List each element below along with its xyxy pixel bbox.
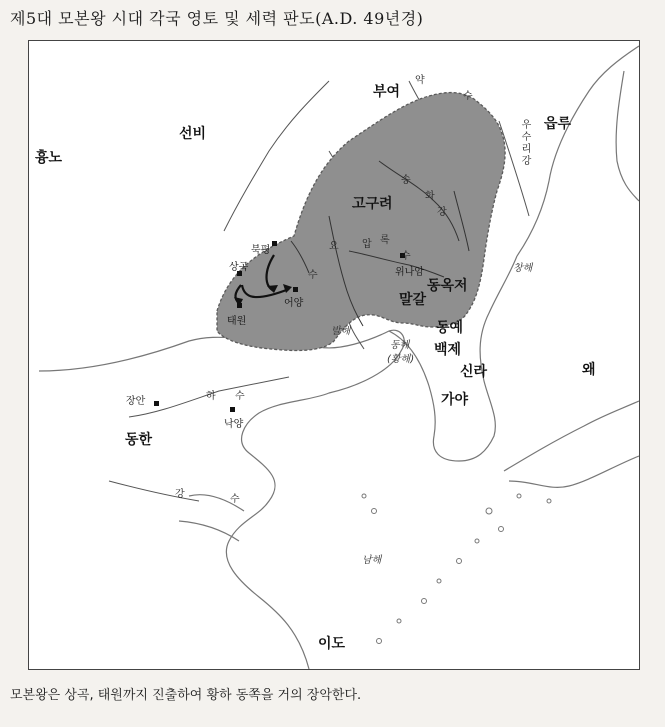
coastline-japan <box>504 401 639 471</box>
region-yizhou: 이도 <box>318 636 346 652</box>
city-taewon: 태원 <box>227 316 247 327</box>
river-yosu-2: 수 <box>308 270 318 281</box>
region-xianbei: 선비 <box>179 126 207 142</box>
city-beipyeong: 북평 <box>251 245 271 256</box>
map-caption: 모본왕은 상곡, 태원까지 진출하여 황하 동쪽을 거의 장악한다. <box>10 688 362 703</box>
river-urigang: 우수리강 <box>519 119 530 167</box>
sea-yellow-a: 동해 <box>390 340 410 351</box>
river-songhwa-2: 화 <box>425 191 435 202</box>
river-hasu-2: 수 <box>235 391 245 402</box>
river-songhwa-1: 송 <box>401 175 411 186</box>
region-baekje: 백제 <box>434 342 462 358</box>
islands <box>362 494 551 644</box>
region-goguryeo: 고구려 <box>352 196 393 212</box>
city-eoyang: 어양 <box>284 298 304 309</box>
river-yosu-1: 요 <box>329 241 339 252</box>
sea-south: 남해 <box>362 555 382 566</box>
river-amnok-3: 수 <box>401 251 411 262</box>
region-malgal: 말갈 <box>399 292 427 308</box>
river-yaksu-1: 약 <box>415 75 425 86</box>
region-gaya: 가야 <box>441 392 469 408</box>
river-amnok-2: 록 <box>380 235 390 246</box>
river-songhwa-3: 강 <box>437 207 447 218</box>
coastline-japan-south <box>509 456 639 487</box>
map-canvas <box>28 40 640 670</box>
map-title: 제5대 모본왕 시대 각국 영토 및 세력 판도(A.D. 49년경) <box>10 9 424 28</box>
sea-yellow-b: (황해) <box>387 354 415 365</box>
map-base <box>29 41 639 669</box>
region-wa: 왜 <box>582 362 596 378</box>
city-wina: 위나암 <box>395 267 424 278</box>
city-sanggok: 상곡 <box>229 262 249 273</box>
region-silla: 신라 <box>460 364 488 380</box>
coastline-northeast <box>517 46 639 256</box>
region-buyeo: 부여 <box>373 84 401 100</box>
sea-east: 창해 <box>513 263 533 274</box>
sea-bohai: 발해 <box>331 326 351 337</box>
region-xiongnu: 흉노 <box>35 150 63 166</box>
region-donghan: 동한 <box>125 432 153 448</box>
river-yaksu-2: 수 <box>463 91 473 102</box>
river-gangsu-1: 강 <box>175 489 185 500</box>
river-gangsu-2: 수 <box>230 494 240 505</box>
region-eupru: 읍루 <box>544 116 572 132</box>
river-hasu-1: 하 <box>206 391 216 402</box>
city-changan: 장안 <box>126 396 146 407</box>
region-dongye: 동예 <box>436 320 464 336</box>
city-nakyang: 낙양 <box>224 419 244 430</box>
region-okjeo: 동옥저 <box>427 278 468 294</box>
river-amnok-1: 압 <box>362 239 372 250</box>
coastline-sakhalin <box>616 71 639 201</box>
